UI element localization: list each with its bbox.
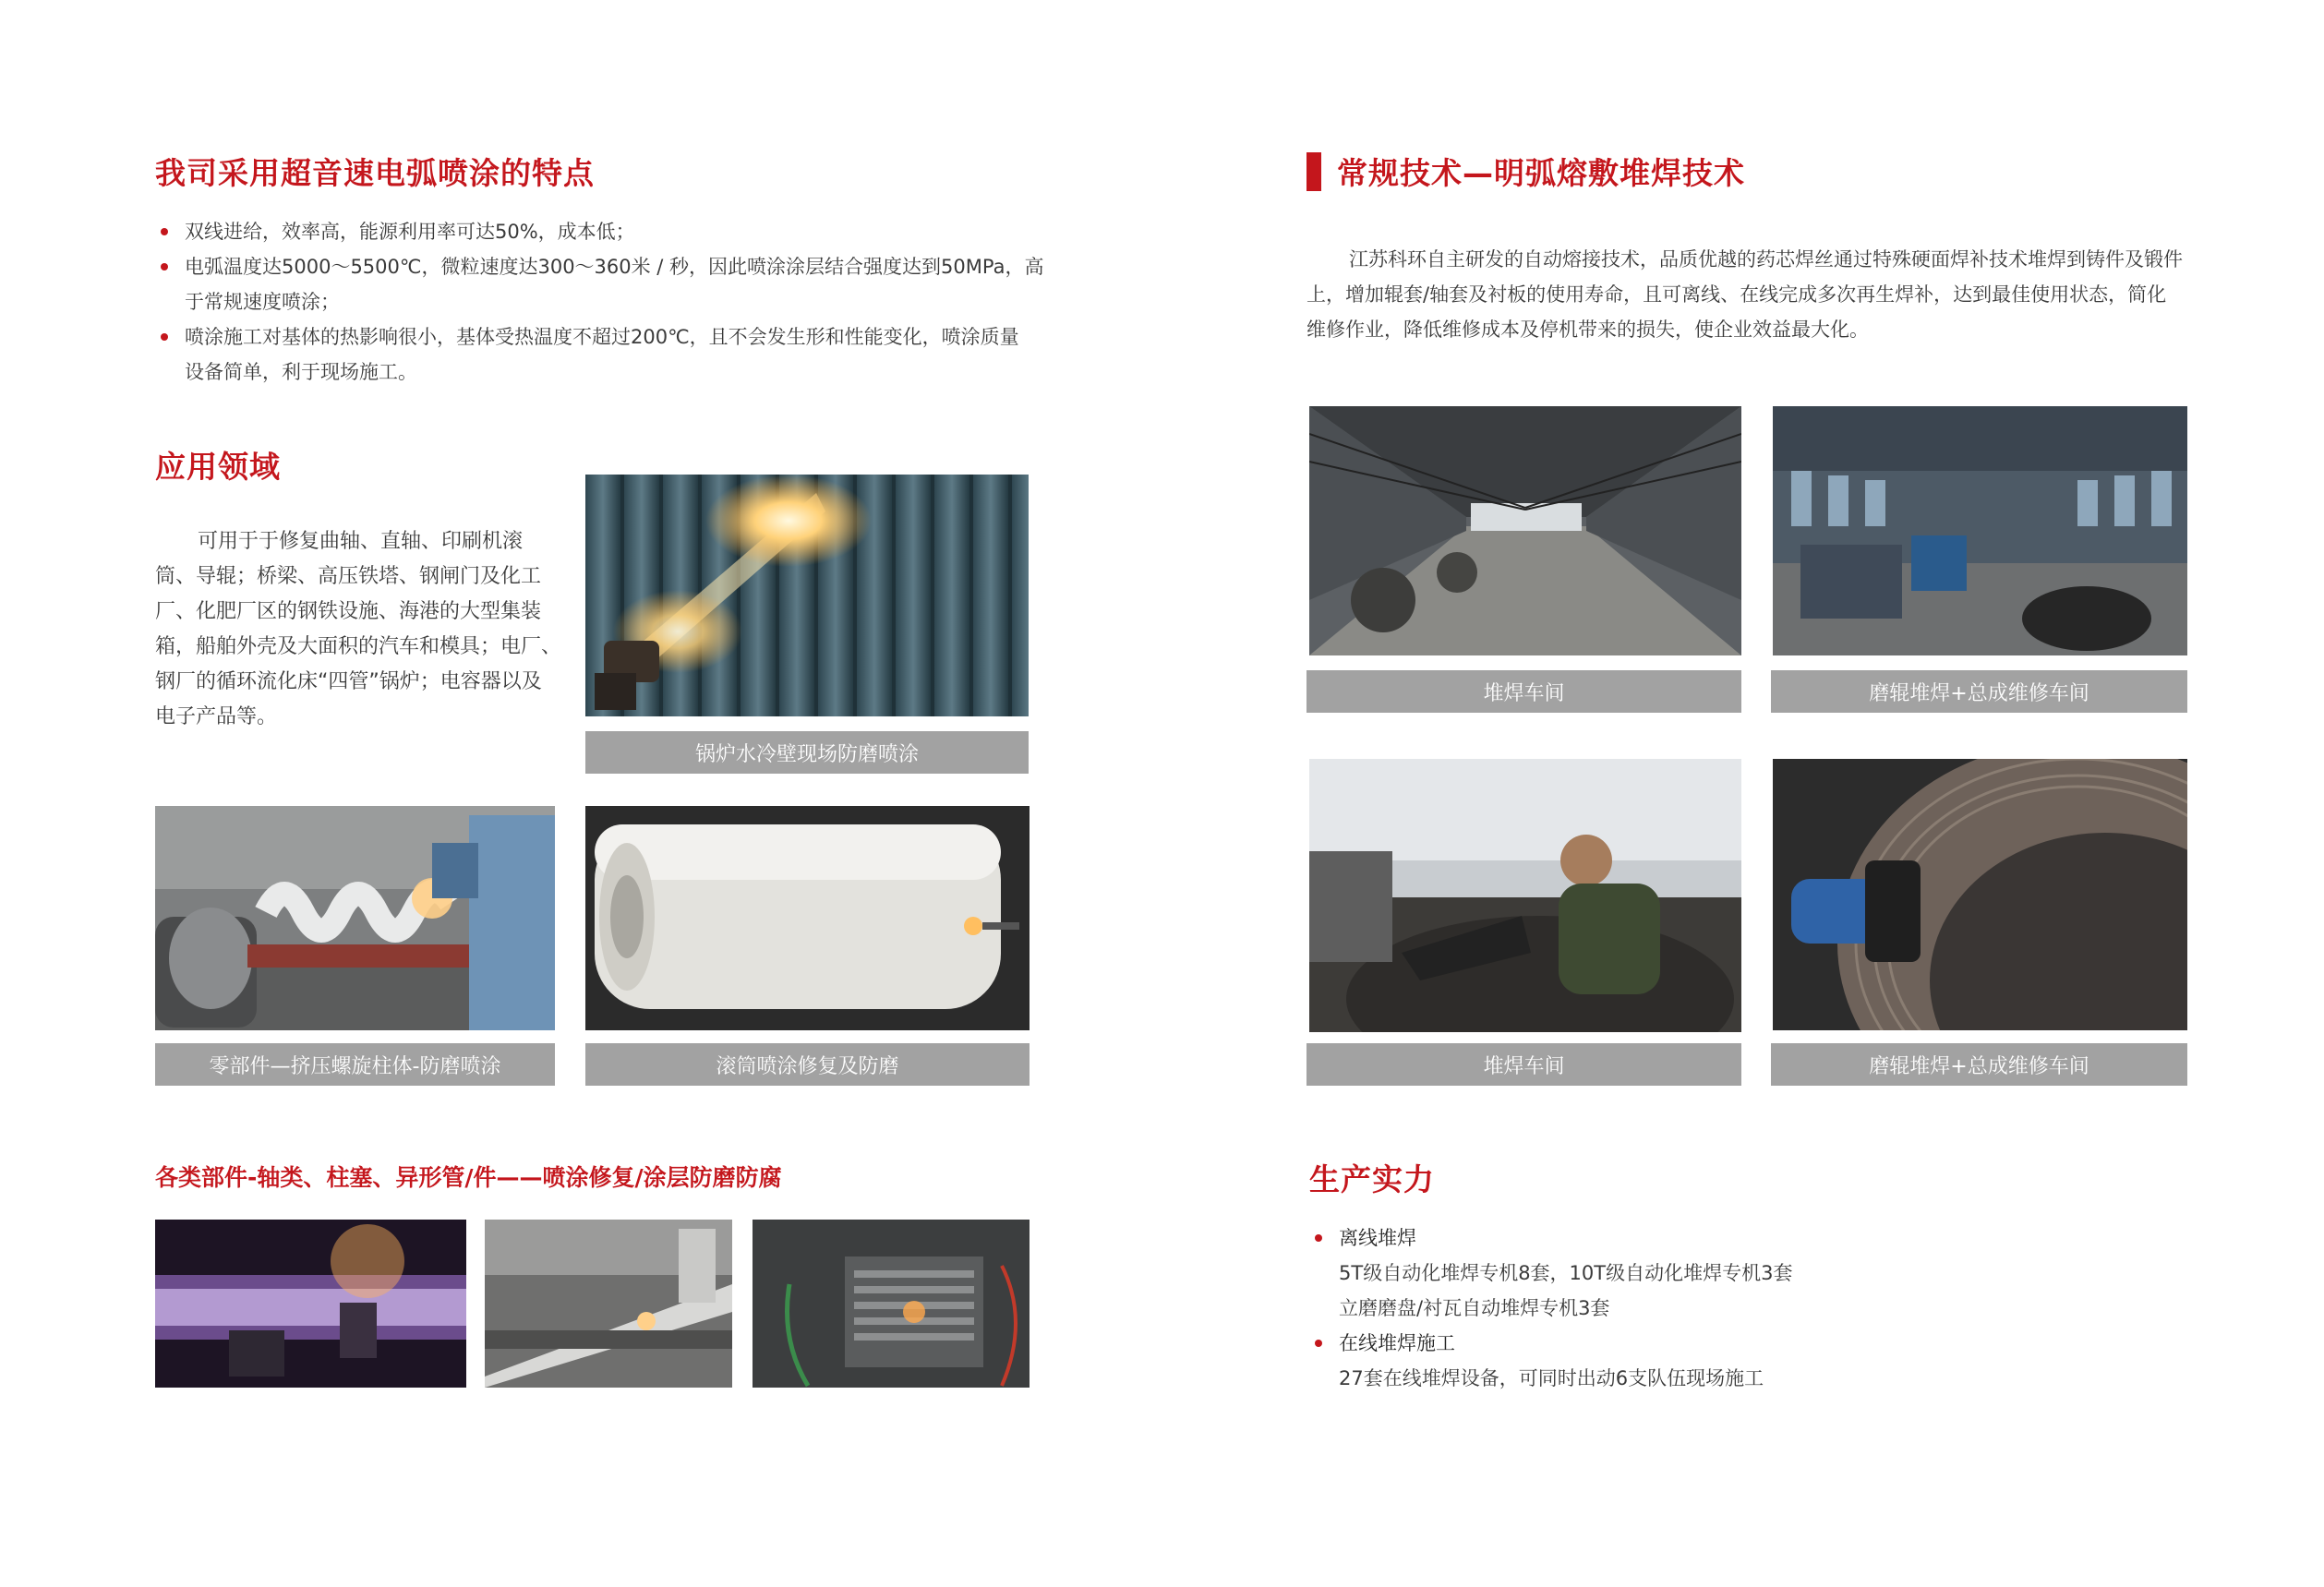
parts-photo-1	[155, 1220, 466, 1388]
grinding-photo	[1773, 759, 2187, 1030]
workshop-caption-2: 磨辊堆焊+总成维修车间	[1771, 670, 2187, 713]
workshop-photo-1	[1309, 406, 1741, 655]
right-title: 常规技术—明弧熔敷堆焊技术	[1337, 155, 1745, 191]
welding-photo-1	[1309, 759, 1741, 1032]
intro-text: 江苏科环自主研发的自动熔接技术，品质优越的药芯焊丝通过特殊硬面焊补技术堆焊到铸件及锻件 上，增加辊套/轴套及衬板的使用寿命，且可离线、在线完成多次再生焊补，达到最佳使用状态，简化 维修作业，降低维修成本及停机带来的损失，使企业效益最大化。	[1306, 248, 2183, 341]
application-title: 应用领域	[155, 449, 281, 485]
parts-photo-2	[485, 1220, 732, 1388]
screw-spray-photo	[155, 806, 555, 1030]
capacity-list	[1309, 1220, 2196, 1396]
list-item: 电弧温度达5000～5500℃，微粒速度达300～360米 / 秒，因此喷涂涂层结合强度达到50MPa，高 于常规速度喷涂；	[155, 249, 1078, 319]
boiler-spray-photo	[585, 475, 1029, 716]
roller-spray-photo	[585, 806, 1030, 1030]
list-item: 离线堆焊 5T级自动化堆焊专机8套，10T级自动化堆焊专机3套 立磨磨盘/衬瓦自动堆焊专机3套	[1309, 1220, 2196, 1326]
parts-photo-3	[753, 1220, 1030, 1388]
list-item: 双线进给，效率高，能源利用率可达50%，成本低；	[155, 214, 1078, 249]
parts-title: 各类部件-轴类、柱塞、异形管/件——喷涂修复/涂层防磨防腐	[155, 1164, 782, 1191]
boiler-photo-caption: 锅炉水冷壁现场防磨喷涂	[585, 731, 1029, 774]
features-list	[155, 214, 1078, 390]
capacity-block	[1309, 1220, 2196, 1396]
workshop-photo-2	[1773, 406, 2187, 655]
workshop-caption-1: 堆焊车间	[1306, 670, 1741, 713]
roller-photo-caption: 滚筒喷涂修复及防磨	[585, 1043, 1030, 1086]
list-item: 在线堆焊施工 27套在线堆焊设备，可同时出动6支队伍现场施工	[1309, 1326, 2196, 1396]
workshop-caption-4: 磨辊堆焊+总成维修车间	[1771, 1043, 2187, 1086]
workshop-caption-3: 堆焊车间	[1306, 1043, 1741, 1086]
screw-photo-caption: 零部件—挤压螺旋柱体-防磨喷涂	[155, 1043, 555, 1086]
features-title: 我司采用超音速电弧喷涂的特点	[155, 155, 595, 191]
title-accent-bar	[1306, 152, 1321, 191]
list-item: 喷涂施工对基体的热影响很小，基体受热温度不超过200℃，且不会发生形和性能变化，喷涂质量 设备简单，利于现场施工。	[155, 319, 1078, 390]
capacity-title: 生产实力	[1309, 1161, 1435, 1197]
application-text: 可用于于修复曲轴、直轴、印刷机滚 筒、导辊；桥梁、高压铁塔、钢闸门及化工 厂、化肥厂区的钢铁设施、海港的大型集装 箱，船舶外壳及大面积的汽车和模具；电厂、 钢厂的循环流化床“四管”锅炉；电容器以及 电子产品等。	[155, 530, 562, 728]
